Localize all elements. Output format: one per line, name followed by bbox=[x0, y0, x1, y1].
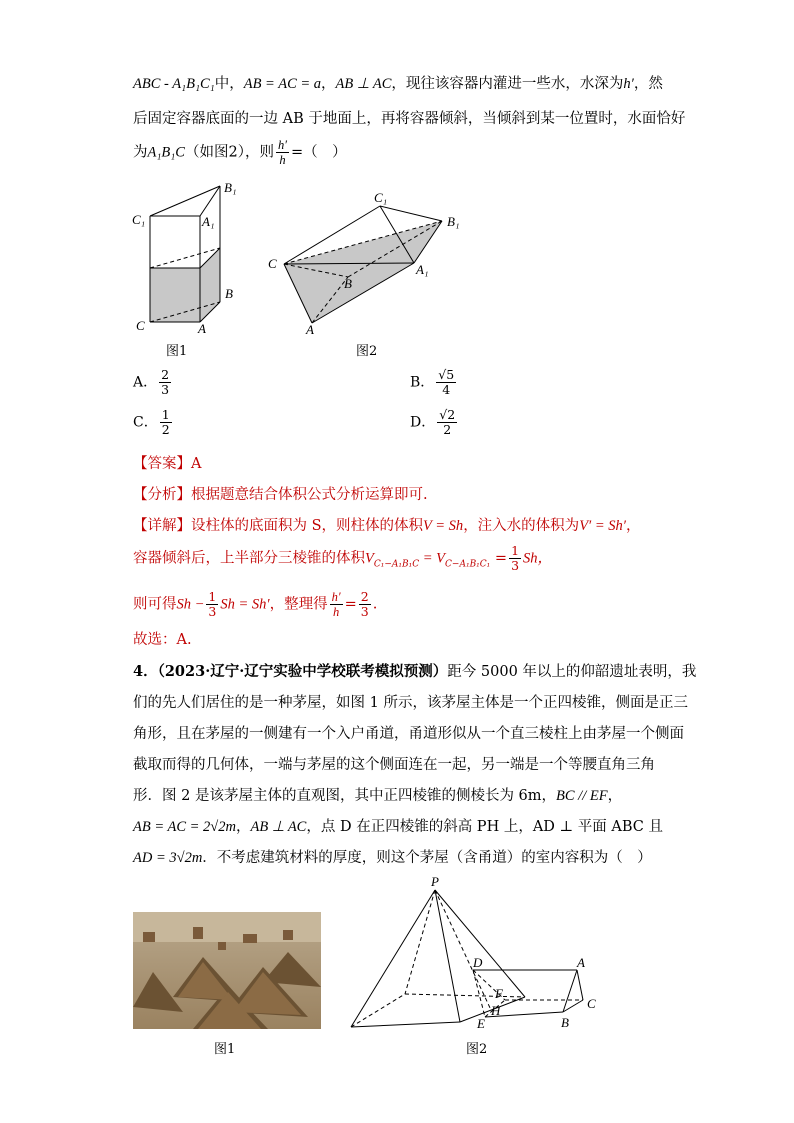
q4-line-3: 角形，且在茅屋的一侧建有一个入户甬道，甬道形似从一个直三棱柱上由茅屋一个侧面 bbox=[133, 726, 684, 742]
math-sub: C₁−A₁B₁C bbox=[373, 559, 420, 570]
frac-num: √2 bbox=[439, 407, 456, 422]
text-segment: ，注入水的体积为 bbox=[463, 518, 580, 534]
math-sh: Sh， bbox=[523, 550, 553, 567]
text-segment: . bbox=[372, 596, 378, 613]
fraction bbox=[276, 138, 289, 167]
frac-den: 3 bbox=[208, 604, 217, 619]
fraction bbox=[359, 590, 371, 619]
analysis: 【分析】根据题意结合体积公式分析运算即可. bbox=[133, 487, 428, 503]
detail-line-2 bbox=[133, 544, 552, 573]
prism-name: ABC - A₁B₁C₁ bbox=[133, 76, 215, 92]
label-h: H bbox=[491, 1003, 501, 1018]
label-b1: B₁ bbox=[224, 180, 237, 195]
label-c: C bbox=[136, 318, 145, 333]
q4-line-7 bbox=[133, 846, 652, 867]
option-label: B． bbox=[410, 374, 435, 391]
math-v: V bbox=[365, 550, 374, 567]
label-a1: A₁ bbox=[202, 214, 215, 229]
frac-num: 2 bbox=[360, 589, 369, 604]
text-segment: ，点 D 在正四棱锥的斜高 PH 上，AD ⊥ 平面 ABC 且 bbox=[306, 819, 663, 835]
q3-fig2-caption: 图2 bbox=[356, 344, 378, 359]
math-ab-ac: AB = AC = a bbox=[243, 76, 322, 92]
option-d bbox=[410, 408, 459, 437]
frac-den: 2 bbox=[443, 422, 452, 437]
fraction bbox=[330, 590, 343, 619]
frac-den: 3 bbox=[360, 604, 369, 619]
text-segment: = bbox=[490, 550, 508, 567]
label-b: B bbox=[225, 286, 233, 301]
math-equation: Sh = Sh′ bbox=[220, 596, 270, 613]
q3-line-3 bbox=[133, 138, 347, 167]
math-vprime: V′ = Sh′ bbox=[579, 518, 626, 534]
text-segment: ，然 bbox=[633, 76, 663, 92]
text-segment: ， bbox=[235, 819, 251, 835]
fraction bbox=[206, 590, 218, 619]
frac-den: 3 bbox=[511, 558, 520, 573]
label-d: D bbox=[473, 955, 483, 970]
q4-line-2: 们的先人们居住的是一种茅屋，如图 1 所示，该茅屋主体是一个正四棱锥，侧面是正三 bbox=[133, 695, 688, 711]
q3-figure-2 bbox=[262, 188, 472, 338]
fraction bbox=[509, 544, 521, 573]
q4-fig1-caption: 图1 bbox=[214, 1042, 236, 1057]
label-e: E bbox=[477, 1016, 485, 1031]
option-label: D． bbox=[410, 414, 436, 431]
text-segment: ， bbox=[321, 76, 336, 92]
q4-line-4: 截取而得的几何体，一端与茅屋的这个侧面连在一起，另一端是一个等腰直角三角 bbox=[133, 757, 655, 773]
text-segment: 则可得 bbox=[133, 596, 177, 613]
math-v: = V bbox=[419, 550, 446, 567]
label-a: A bbox=[198, 321, 206, 336]
frac-num: 1 bbox=[161, 407, 170, 422]
frac-num: h′ bbox=[277, 138, 287, 152]
label-b1: B₁ bbox=[447, 214, 460, 229]
option-b bbox=[410, 368, 458, 397]
frac-den: 2 bbox=[161, 422, 170, 437]
text-segment: ．不考虑建筑材料的厚度，则这个茅屋（含甬道）的室内容积为（ ） bbox=[202, 850, 652, 866]
math-v: V = Sh bbox=[423, 518, 464, 534]
q4-line-6 bbox=[133, 815, 663, 836]
frac-den: h bbox=[279, 153, 286, 167]
frac-num: 1 bbox=[511, 543, 520, 558]
text-segment: =（ ） bbox=[290, 144, 347, 161]
label-f: F bbox=[495, 986, 503, 1001]
math-perp: AB ⊥ AC bbox=[250, 819, 307, 835]
choose: 故选：A. bbox=[133, 632, 192, 648]
frac-num: h′ bbox=[331, 590, 341, 604]
label-c1: C₁ bbox=[132, 212, 146, 227]
option-a bbox=[133, 368, 173, 397]
q3-line-1 bbox=[133, 72, 663, 93]
text-segment: 容器倾斜后，上半部分三棱锥的体积 bbox=[133, 550, 365, 567]
label-a: A bbox=[306, 322, 314, 337]
text-segment: （如图2），则 bbox=[184, 144, 274, 161]
label-c1: C₁ bbox=[374, 190, 388, 205]
text-segment: 距今 5000 年以上的仰韶遗址表明，我 bbox=[447, 664, 697, 680]
hut-photo bbox=[133, 912, 321, 1029]
text-segment: = bbox=[344, 596, 357, 613]
q4-fig2-caption: 图2 bbox=[466, 1042, 488, 1057]
frac-den: h bbox=[332, 605, 340, 619]
math-ab-ac: AB = AC = 2√2m bbox=[133, 819, 236, 835]
detail-line-3 bbox=[133, 590, 377, 619]
answer: 【答案】A bbox=[133, 456, 202, 472]
frac-den: 4 bbox=[442, 382, 451, 397]
text-segment: 【详解】设柱体的底面积为 S，则柱体的体积 bbox=[133, 518, 424, 534]
math-sh: Sh − bbox=[176, 596, 205, 613]
q3-line-2: 后固定容器底面的一边 AB 于地面上，再将容器倾斜，当倾斜到某一位置时，水面恰好 bbox=[133, 111, 686, 127]
label-a1: A₁ bbox=[416, 262, 429, 277]
detail-line-1 bbox=[133, 514, 640, 535]
math-hprime: h′ bbox=[623, 76, 634, 92]
text-segment: 为 bbox=[133, 144, 148, 161]
q4-line-1 bbox=[133, 660, 696, 681]
q4-line-5 bbox=[133, 784, 622, 805]
math-plane: A₁B₁C bbox=[147, 144, 185, 161]
label-b: B bbox=[561, 1015, 569, 1030]
text-segment: ， bbox=[607, 788, 623, 804]
q4-figure-2 bbox=[345, 872, 615, 1032]
text-segment: ，整理得 bbox=[269, 596, 328, 613]
question-source: （2023·辽宁·辽宁实验中学校联考模拟预测） bbox=[157, 663, 448, 680]
text-segment: 形．图 2 是该茅屋主体的直观图，其中正四棱锥的侧棱长为 6m， bbox=[133, 788, 557, 804]
option-label: C． bbox=[133, 414, 158, 431]
frac-den: 3 bbox=[161, 382, 170, 397]
question-number: 4． bbox=[133, 663, 158, 680]
label-c: C bbox=[268, 256, 277, 271]
fraction bbox=[437, 408, 457, 437]
text-segment: ， bbox=[625, 518, 641, 534]
option-label: A． bbox=[133, 374, 158, 391]
q3-figure-1 bbox=[130, 176, 250, 336]
text-segment: ，现往该容器内灌进一些水，水深为 bbox=[391, 76, 624, 92]
label-b: B bbox=[344, 276, 352, 291]
hut-photo-drawing bbox=[133, 912, 321, 1029]
text-segment: 中， bbox=[214, 76, 244, 92]
frac-num: 2 bbox=[161, 367, 170, 382]
q3-fig1-caption: 图1 bbox=[166, 344, 188, 359]
label-p: P bbox=[431, 874, 439, 889]
fraction bbox=[159, 368, 171, 397]
math-perp: AB ⊥ AC bbox=[335, 76, 392, 92]
frac-num: 1 bbox=[208, 589, 217, 604]
fraction bbox=[160, 408, 172, 437]
label-a: A bbox=[577, 955, 585, 970]
math-ad: AD = 3√2m bbox=[133, 850, 203, 866]
option-c bbox=[133, 408, 174, 437]
math-parallel: BC // EF bbox=[556, 788, 608, 804]
frac-num: √5 bbox=[438, 367, 455, 382]
label-c: C bbox=[587, 996, 596, 1011]
math-sub: C−A₁B₁C₁ bbox=[445, 559, 491, 570]
fraction bbox=[436, 368, 456, 397]
